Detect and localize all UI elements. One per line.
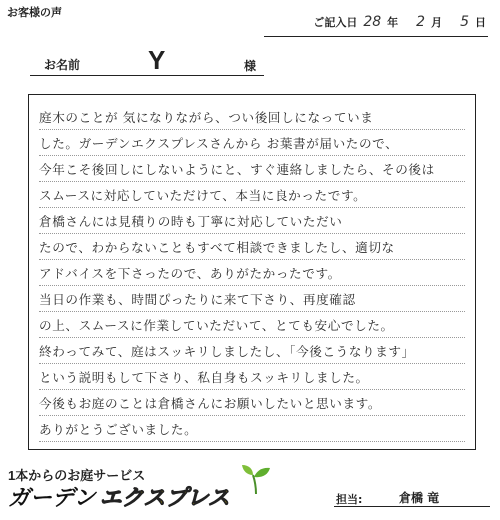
staff-label: 担当:	[336, 493, 363, 506]
date-field	[313, 14, 486, 30]
month-unit: 月	[431, 16, 443, 29]
date-month: 2	[416, 14, 426, 30]
year-unit: 年	[387, 16, 399, 29]
comment-line	[39, 313, 465, 338]
date-underline	[264, 36, 488, 37]
name-underline	[30, 75, 264, 76]
comment-line	[39, 105, 465, 130]
comment-line	[39, 209, 465, 234]
staff-name: 倉橋 竜	[399, 491, 440, 505]
comment-line	[39, 391, 465, 416]
date-day: 5	[460, 14, 469, 30]
comment-line	[39, 417, 465, 442]
comment-line	[39, 365, 465, 390]
date-year: 28	[363, 14, 382, 30]
comment-text: 当日の作業も、時間ぴったりに来て下さり、再度確認	[39, 292, 356, 307]
comment-line	[39, 183, 465, 208]
comment-line	[39, 261, 465, 286]
comment-text: の上、スムースに作業していただいて、とても安心でした。	[39, 318, 394, 333]
comment-line	[39, 157, 465, 182]
comment-line	[39, 235, 465, 260]
comment-text: 今後もお庭のことは倉橋さんにお願いしたいと思います。	[39, 396, 382, 411]
comment-text: した。ガーデンエクスプレスさんから お葉書が届いたので、	[39, 136, 399, 151]
sprout-icon	[239, 461, 273, 495]
staff-underline	[334, 506, 490, 507]
name-label: お名前	[44, 58, 81, 72]
comment-text: たので、わからないこともすべて相談できましたし、適切な	[39, 240, 395, 255]
comment-text: 倉橋さんには見積りの時も丁寧に対応していただい	[39, 214, 343, 229]
comment-text: という説明もして下さり、私自身もスッキリしました。	[39, 370, 369, 385]
name-value: Y	[148, 45, 166, 75]
comment-line	[39, 339, 465, 364]
comment-text: アドバイスを下さったので、ありがたかったです。	[39, 266, 341, 281]
brand-name-highlight	[96, 481, 236, 512]
comment-text: スムースに対応していただけて、本当に良かったです。	[39, 188, 367, 203]
name-suffix: 様	[244, 59, 257, 73]
brand-name-part2: エクスプレス	[99, 485, 230, 510]
comment-line	[39, 131, 465, 156]
comment-text: 終わってみて、庭はスッキリしましたし、「今後こうなります」	[39, 344, 415, 359]
comment-text: 庭木のことが 気になりながら、つい後回しになっていま	[39, 110, 374, 125]
voice-title: お客様の声	[7, 6, 62, 19]
comment-text: ありがとうございました。	[39, 422, 198, 437]
comment-text: 今年こそ後回しにしないようにと、すぐ連絡しましたら、その後は	[39, 162, 435, 177]
brand-name-part1: ガーデン	[8, 485, 96, 510]
date-prefix: ご記入日	[313, 16, 358, 29]
comment-box	[28, 94, 476, 450]
footer-tagline: 1本からのお庭サービス	[8, 468, 146, 483]
day-unit: 日	[475, 16, 486, 29]
brand-logo	[8, 481, 236, 512]
comment-line	[39, 287, 465, 312]
